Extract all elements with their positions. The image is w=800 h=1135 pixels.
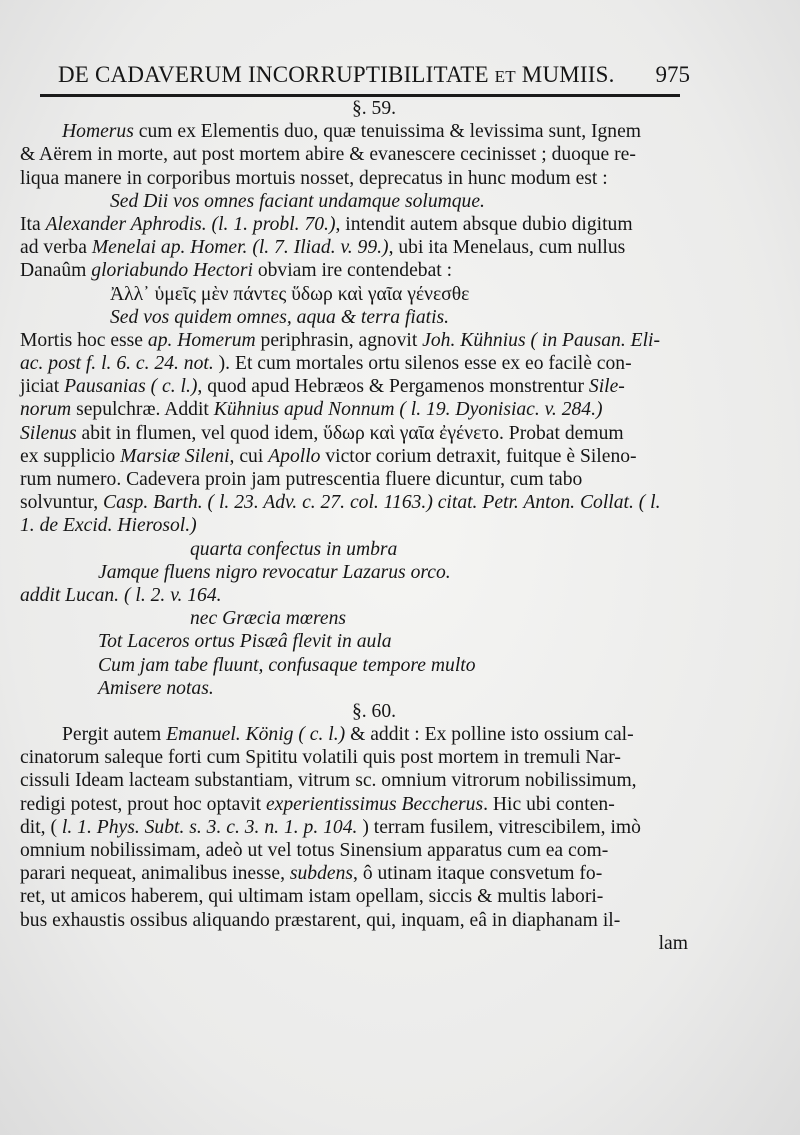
line-text: sepulchræ. Addit (71, 399, 214, 421)
line-text: , cui (229, 445, 269, 467)
text-line (20, 839, 688, 862)
text-line (20, 630, 688, 653)
line-text: ret, ut amicos haberem, qui ultimam istam opellam, siccis & multis labori- (20, 886, 604, 908)
text-line (20, 398, 688, 421)
italic-text: Alexander Aphrodis. (l. 1. probl. 70.) (45, 213, 336, 235)
text-line (20, 120, 688, 143)
line-text: dit, ( (20, 816, 62, 838)
italic-text: addit Lucan. ( l. 2. v. 164. (20, 584, 222, 606)
text-line (20, 143, 688, 166)
page-number: 975 (655, 62, 690, 87)
line-text: Pergit autem (62, 724, 167, 746)
text-line (20, 213, 688, 236)
line-text: rum numero. Cadevera proin jam putrescentia fluere dicuntur, cum tabo (20, 469, 583, 490)
italic-text: gloriabundo Hectori (91, 260, 253, 282)
italic-text: Cum jam tabe fluunt, confusaque tempore multo (98, 654, 476, 676)
line-text: Ἀλλ᾽ ὑμεῖς μὲν πάντες ὕδωρ καὶ γαῖα γένεσθε (110, 283, 470, 305)
line-text: solvuntur, (20, 492, 104, 514)
text-line (20, 607, 688, 630)
line-text: omnium nobilissimam, adeò ut vel totus Sinensium apparatus cum ea com- (20, 840, 609, 861)
italic-text: Sed vos quidem omnes, aqua & terra fiatis. (110, 306, 450, 328)
italic-text: Joh. Kühnius ( in Pausan. Eli- (422, 329, 661, 351)
running-title-main: DE CADAVERUM INCORRUPTIBILITATE (58, 62, 489, 87)
text-line (20, 167, 688, 190)
line-text: ex supplicio (20, 445, 121, 467)
text-line (20, 677, 688, 700)
text-line (20, 862, 688, 885)
line-text: Ita (20, 213, 46, 235)
running-title-et: ET (494, 67, 516, 86)
italic-text: nec Græcia mœrens (190, 608, 347, 630)
italic-text: ac. post f. l. 6. c. 24. not. (20, 353, 214, 375)
line-text: §. 60. (351, 700, 397, 722)
line-text: ad verba (20, 237, 92, 259)
italic-text: Jamque fluens nigro revocatur Lazarus orco. (98, 561, 451, 583)
line-text: ) terram fusilem, vitrescibilem, imò (357, 816, 641, 838)
italic-text: Sile- (588, 376, 625, 398)
italic-text: Pausanias ( c. l.) (64, 376, 198, 398)
italic-text: Casp. Barth. ( l. 23. Adv. c. 27. col. 1163.) citat. Petr. Anton. Collat. ( l. (103, 492, 661, 514)
text-line (20, 932, 688, 955)
text-line (20, 259, 688, 282)
line-text: liqua manere in corporibus mortuis nosset, deprecatus in hunc modum est : (20, 167, 608, 189)
line-text: Mortis hoc esse (20, 329, 148, 351)
text-line (20, 816, 688, 839)
text-line (20, 723, 688, 746)
line-text: cissuli Ideam lacteam substantiam, vitrum sc. omnium vitrorum nobilissimum, (20, 770, 637, 792)
line-text: cinatorum saleque forti cum Spititu volatili quis post mortem in tremuli Nar- (20, 747, 621, 769)
line-text: , quod apud Hebræos & Pergamenos monstrentur (197, 376, 589, 398)
line-text: & Aërem in morte, aut post mortem abire & evanescere cecinisset ; duoque re- (20, 144, 636, 166)
text-line (20, 283, 688, 306)
line-text: §. 59. (351, 98, 397, 119)
italic-text: Kühnius apud Nonnum ( l. 19. Dyonisiac. v. 284.) (213, 399, 603, 421)
line-text: abit in flumen, vel quod idem, ὕδωρ καὶ γαῖα ἐγένετο. Probat demum (76, 422, 624, 444)
italic-text: l. 1. Phys. Subt. s. 3. c. 3. n. 1. p. 104. (61, 816, 358, 838)
line-text: jiciat (20, 376, 65, 398)
text-line (20, 236, 688, 259)
line-text: , ubi ita Menelaus, cum nullus (388, 237, 626, 259)
line-text: parari nequeat, animalibus inesse, (20, 863, 290, 885)
text-line (20, 375, 688, 398)
line-text: periphrasin, agnovit (255, 329, 423, 351)
page-body (20, 97, 688, 955)
italic-text: ap. Homerum (147, 329, 256, 351)
italic-text: quarta confectus in umbra (190, 538, 398, 560)
running-title-end: MUMIIS. (521, 62, 615, 87)
text-line (20, 538, 688, 561)
italic-text: Tot Laceros ortus Pisæâ flevit in aula (98, 631, 392, 653)
italic-text: 1. de Excid. Hierosol.) (20, 515, 197, 537)
running-title (58, 62, 615, 88)
italic-text: Apollo (268, 445, 321, 467)
line-text: redigi potest, prout hoc optavit (20, 793, 266, 815)
text-line (20, 909, 688, 932)
italic-text: Silenus (20, 422, 77, 444)
page-header (58, 58, 690, 92)
italic-text: subdens (289, 863, 354, 885)
text-line (20, 584, 688, 607)
text-line (20, 329, 688, 352)
text-line (20, 514, 688, 537)
text-line (20, 561, 688, 584)
line-text: ). Et cum mortales ortu silenos esse ex eo facilè con- (213, 353, 632, 375)
text-line (20, 306, 688, 329)
italic-text: norum (20, 399, 72, 421)
section-heading (20, 97, 688, 120)
line-text: & addit : Ex polline isto ossium cal- (345, 724, 634, 746)
italic-text: Homerus (62, 121, 134, 143)
section-heading (20, 700, 688, 723)
text-line (20, 491, 688, 514)
text-line (20, 190, 688, 213)
text-line (20, 468, 688, 491)
line-text: bus exhaustis ossibus aliquando præstarent, qui, inquam, eâ in diaphanam il- (20, 909, 621, 931)
text-line (20, 769, 688, 792)
line-text: . Hic ubi conten- (483, 793, 615, 815)
italic-text: Sed Dii vos omnes faciant undamque solumque. (110, 190, 485, 212)
line-text: victor corium detraxit, fuitque è Sileno- (320, 445, 637, 467)
text-line (20, 445, 688, 468)
line-text: , intendit autem absque dubio digitum (335, 213, 633, 235)
text-line (20, 885, 688, 908)
line-text: , ô utinam itaque consvetum fo- (353, 863, 603, 885)
line-text: obviam ire contendebat : (252, 260, 453, 282)
text-line (20, 746, 688, 769)
text-line (20, 352, 688, 375)
text-line (20, 654, 688, 677)
line-text: cum ex Elementis duo, quæ tenuissima & levissima sunt, Ignem (133, 121, 642, 143)
line-text: lam (658, 932, 688, 954)
text-line (20, 422, 688, 445)
italic-text: Emanuel. König ( c. l.) (166, 724, 346, 746)
italic-text: Amisere notas. (98, 677, 214, 699)
italic-text: experientissimus Beccherus (265, 793, 484, 815)
line-text: Danaûm (20, 260, 92, 282)
italic-text: Menelai ap. Homer. (l. 7. Iliad. v. 99.) (91, 237, 389, 259)
text-line (20, 793, 688, 816)
italic-text: Marsiæ Sileni (120, 445, 230, 467)
